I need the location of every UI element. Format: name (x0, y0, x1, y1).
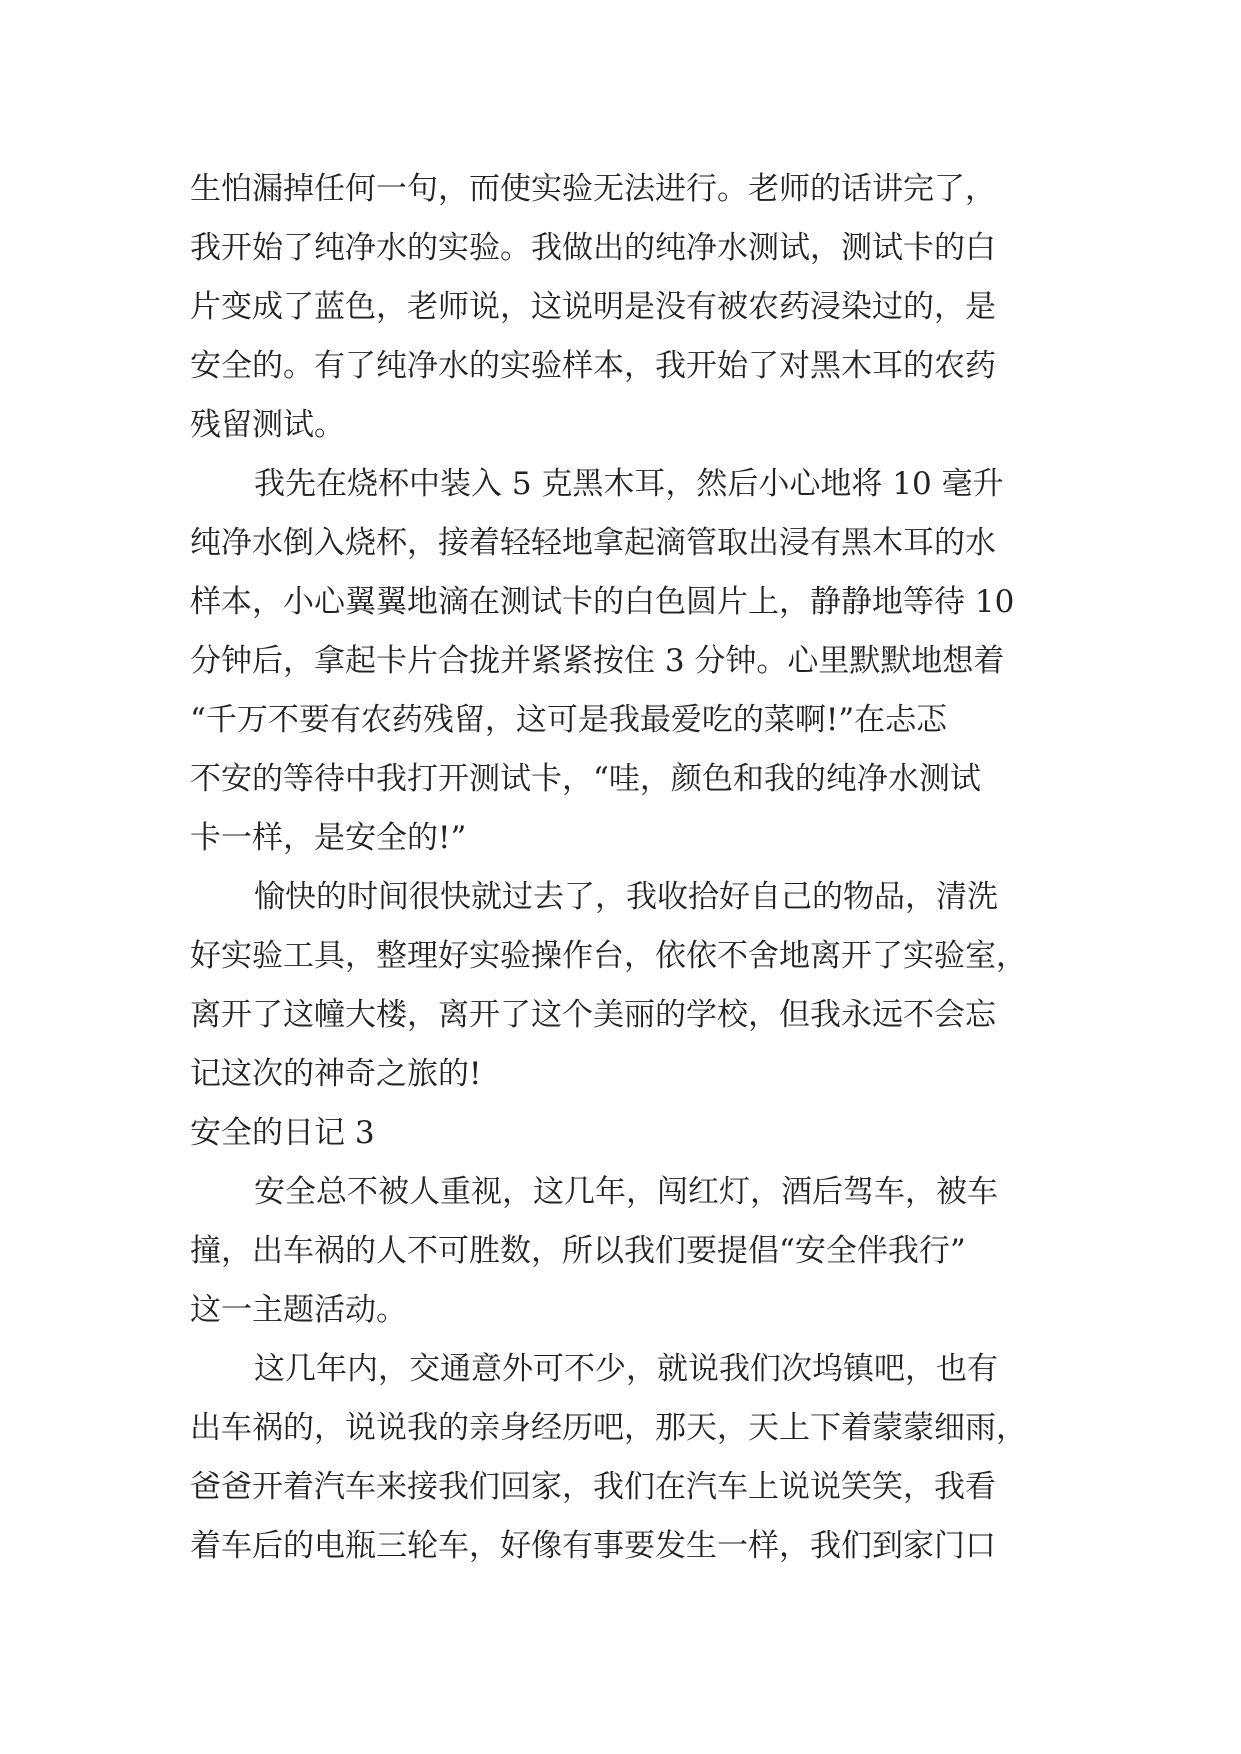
text-line: 好实验工具，整理好实验操作台，依依不舍地离开了实验室， (190, 938, 1027, 974)
paragraph (190, 868, 1060, 1104)
text-line: 安全的。有了纯净水的实验样本，我开始了对黑木耳的农药 (190, 348, 996, 384)
text-line: 我先在烧杯中装入 5 克黑木耳，然后小心地将 10 毫升 (254, 466, 1004, 502)
text-line: 分钟后，拿起卡片合拢并紧紧按住 3 分钟。心里默默地想着 (190, 643, 1005, 679)
paragraph (190, 1163, 1060, 1340)
text-line: 安全总不被人重视，这几年，闯红灯，酒后驾车，被车 (254, 1174, 998, 1210)
paragraph (190, 160, 1060, 455)
text-line: 这几年内，交通意外可不少，就说我们次坞镇吧，也有 (254, 1351, 998, 1387)
text-line: 着车后的电瓶三轮车，好像有事要发生一样，我们到家门口 (190, 1528, 996, 1564)
text-line: 爸爸开着汽车来接我们回家，我们在汽车上说说笑笑，我看 (190, 1469, 996, 1505)
document-body (190, 160, 1060, 1576)
text-line: 撞，出车祸的人不可胜数，所以我们要提倡“安全伴我行” (190, 1233, 966, 1269)
paragraph (190, 455, 1060, 868)
text-line: 我开始了纯净水的实验。我做出的纯净水测试，测试卡的白 (190, 230, 996, 266)
section-title: 安全的日记 3 (190, 1115, 375, 1151)
text-line: 出车祸的，说说我的亲身经历吧，那天，天上下着蒙蒙细雨， (190, 1410, 1027, 1446)
text-line: 片变成了蓝色，老师说，这说明是没有被农药浸染过的，是 (190, 289, 996, 325)
text-line: 不安的等待中我打开测试卡，“哇，颜色和我的纯净水测试 (190, 761, 981, 797)
text-line: 生怕漏掉任何一句，而使实验无法进行。老师的话讲完了， (190, 171, 996, 207)
text-line: 残留测试。 (190, 407, 345, 443)
text-line: 样本，小心翼翼地滴在测试卡的白色圆片上，静静地等待 10 (190, 584, 1015, 620)
text-line: 纯净水倒入烧杯，接着轻轻地拿起滴管取出浸有黑木耳的水 (190, 525, 996, 561)
text-line: “千万不要有农药残留，这可是我最爱吃的菜啊!”在忐忑 (190, 702, 948, 738)
text-line: 愉快的时间很快就过去了，我收拾好自己的物品，清洗 (254, 879, 998, 915)
text-line: 这一主题活动。 (190, 1292, 407, 1328)
text-line: 记这次的神奇之旅的! (190, 1056, 482, 1092)
text-line: 离开了这幢大楼，离开了这个美丽的学校，但我永远不会忘 (190, 997, 996, 1033)
text-line: 卡一样，是安全的!” (190, 820, 467, 856)
paragraph (190, 1340, 1060, 1576)
